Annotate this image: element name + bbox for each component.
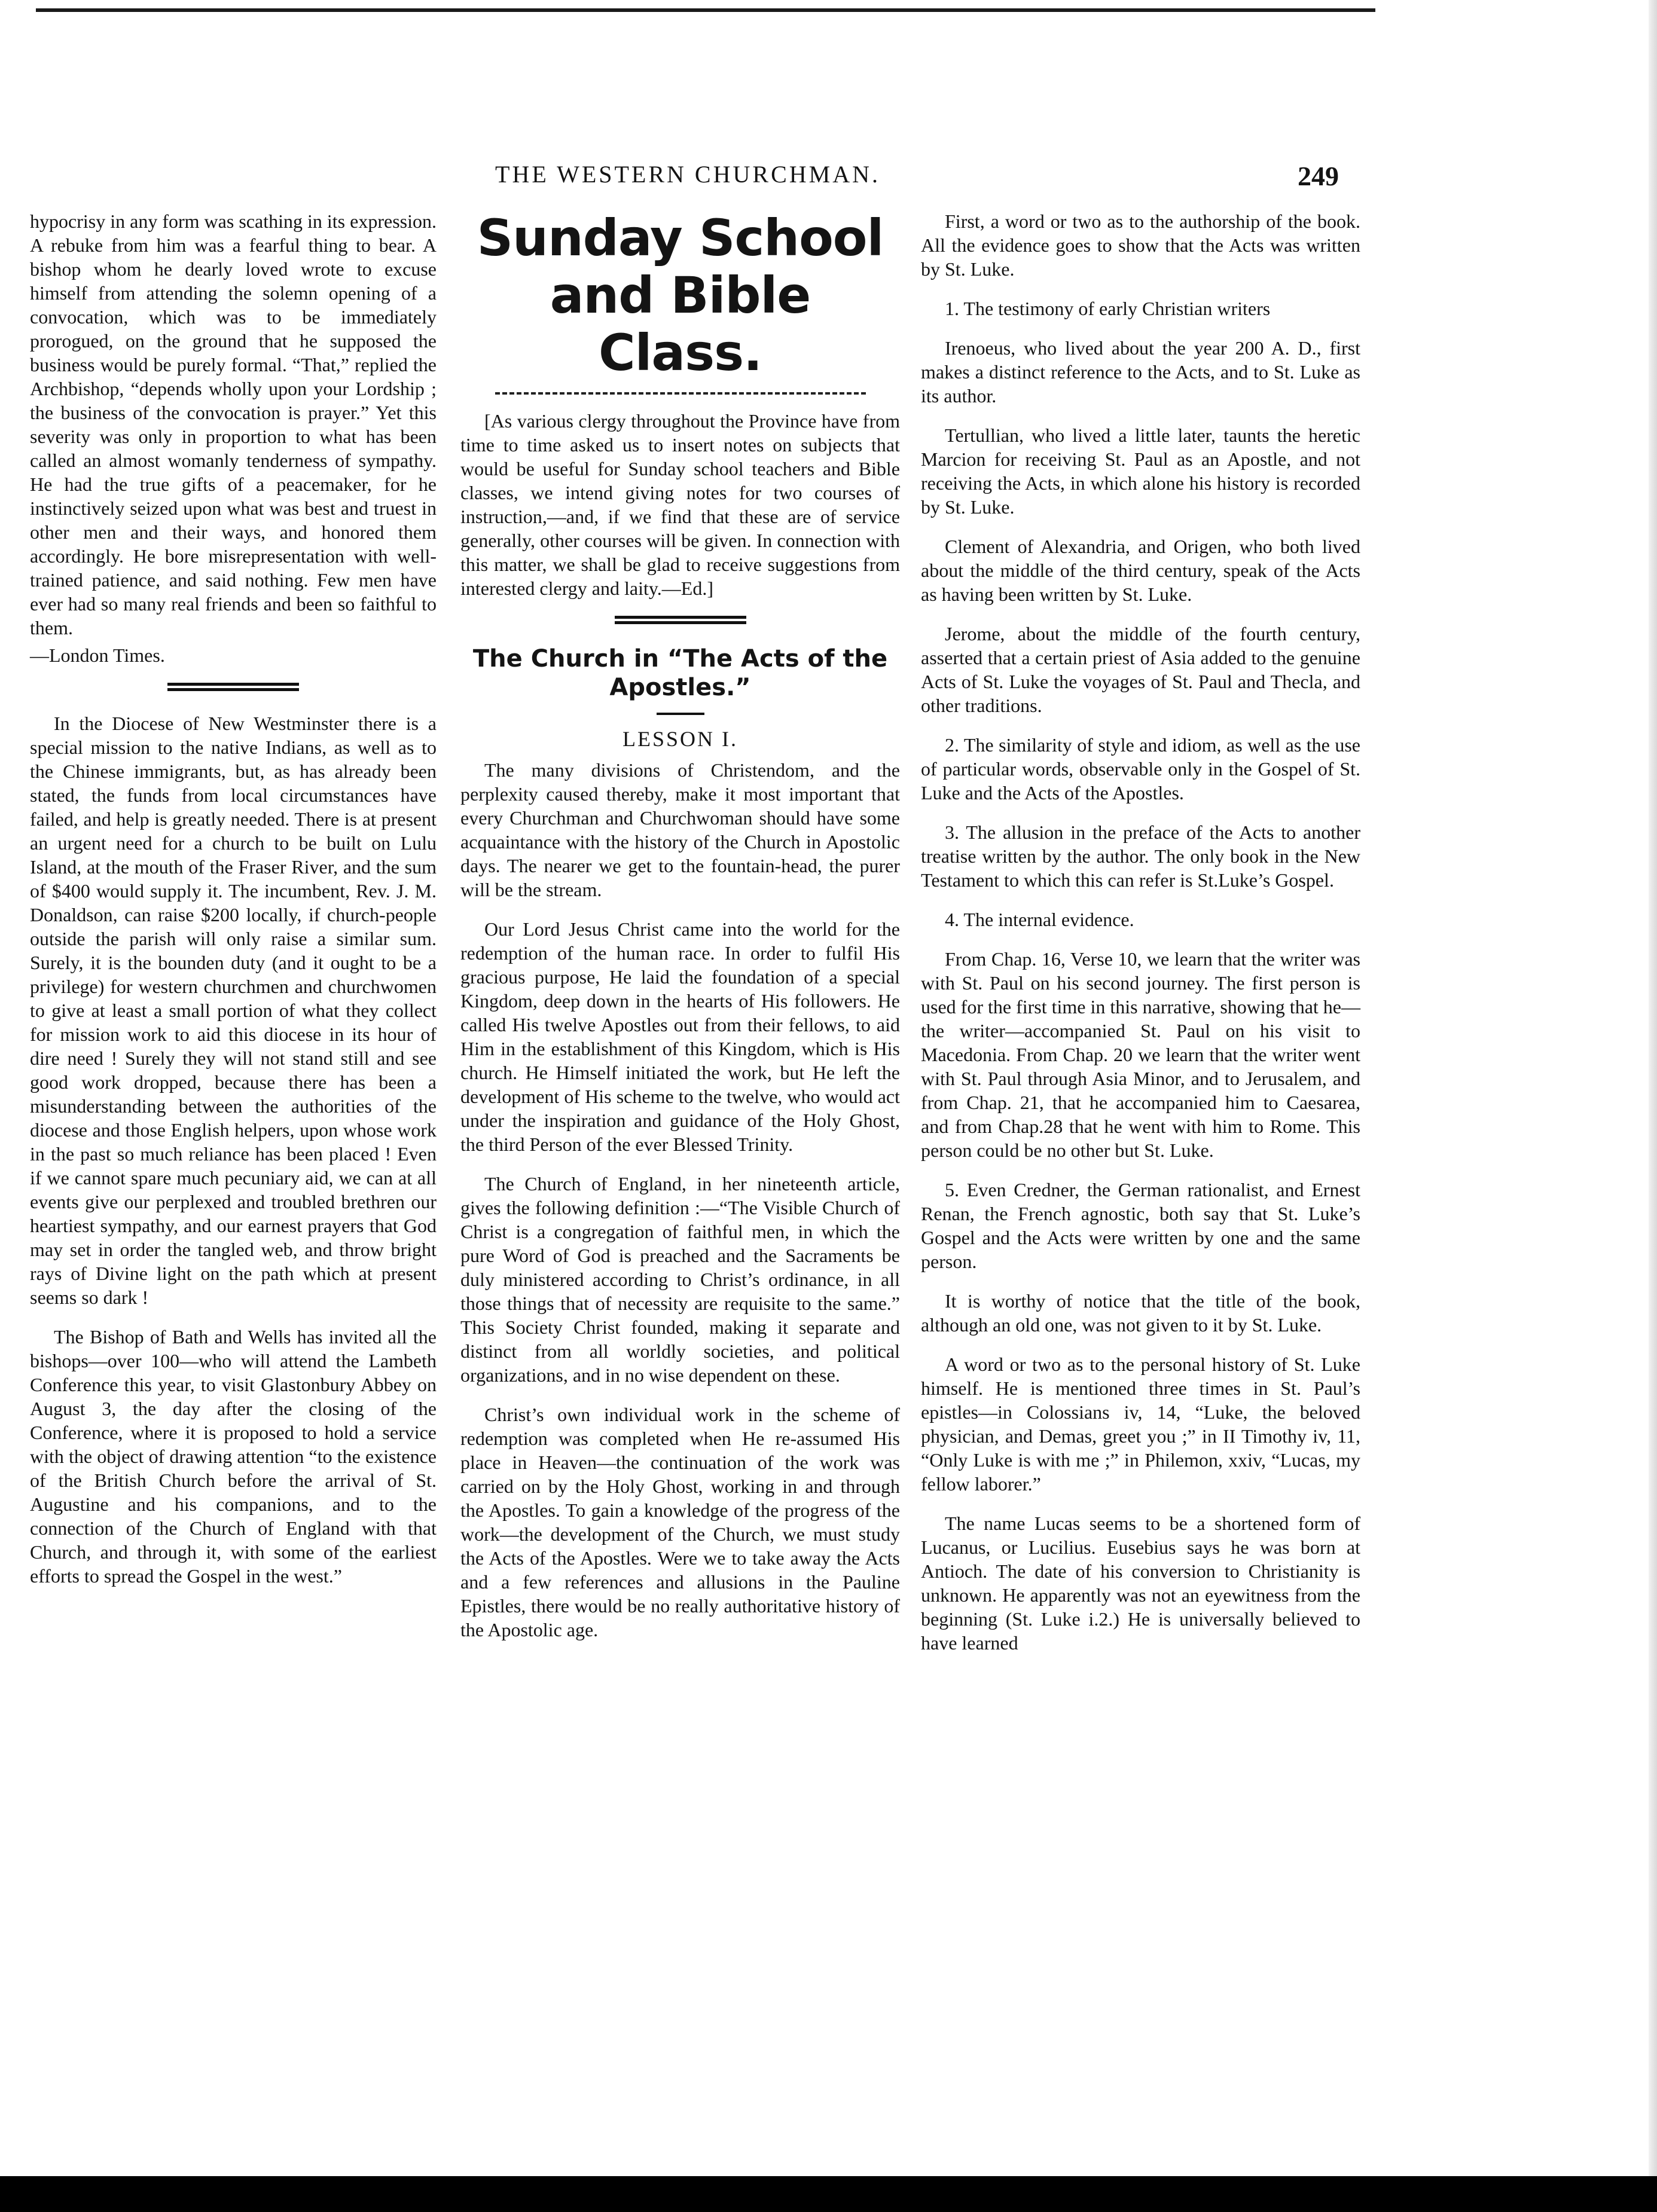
title-divider — [495, 392, 866, 395]
paragraph: The many divisions of Christendom, and the perplexity caused thereby, make it most important that every Churchman and Churchwoman should have some acquaintance with the history of the Church in Apostolic days. The nearer we get to the fountain-head, the purer will be the stream. — [460, 759, 900, 900]
paragraph: First, a word or two as to the authorship of the book. All the evidence goes to show that the Acts was written by St. Luke. — [921, 210, 1360, 280]
section-divider — [167, 683, 299, 691]
section-title: Sunday School and Bible Class. — [477, 209, 884, 382]
section-divider — [615, 616, 746, 624]
scan-edge-top — [36, 8, 1375, 12]
paragraph: Irenoeus, who lived about the year 200 A. D., first makes a distinct reference to the Acts, and to St. Luke as its author. — [921, 337, 1360, 407]
paragraph: A word or two as to the personal history of St. Luke himself. He is mentioned three times in St. Paul’s epistles—in Colossians iv, 14, “Luke, the beloved physician, and Demas, greet you ;” in II Timothy iv, 11, “Only Luke is with me ;” in Philemon, xxiv, “Lucas, my fellow laborer.” — [921, 1354, 1360, 1495]
paragraph: Jerome, about the middle of the fourth century, asserted that a certain priest of Asia added to the genuine Acts of St. Luke the voyages of St. Paul and Thecla, and other traditions. — [921, 623, 1360, 716]
running-title: THE WESTERN CHURCHMAN. — [495, 161, 880, 188]
paragraph: The Bishop of Bath and Wells has invited all the bishops—over 100—who will attend the Lambeth Conference this year, to visit Glastonbury Abbey on August 3, the day after the closing of the Conference, where it is proposed to hold a service with the object of drawing attention “to the existence of the British Church before the arrival of St. Augustine and his companions, and to the connection of the Church of England with that Church, and through it, with some of the earliest efforts to spread the Gospel in the west.” — [30, 1326, 437, 1587]
paragraph: In the Diocese of New Westminster there is a special mission to the native Indians, as well as to the Chinese immigrants, but, as has already been stated, the funds from local circumstances have failed, and help is greatly needed. There is at present an urgent need for a church to be built on Lulu Island, at the mouth of the Fraser River, and the sum of $400 would supply it. The incumbent, Rev. J. M. Donaldson, can raise $200 locally, if church-people outside the parish will only raise a similar sum. Surely, it is the bounden duty (and it ought to be a privilege) for western churchmen and churchwomen to give at least a small portion of what they collect for mission work to aid this diocese in its hour of dire need ! Surely they will not stand still and see good work dropped, because there has been a misunderstanding between the authorities of the diocese and those English helpers, upon whose work in the past so much reliance has been placed ! Even if we cannot spare much pecuniary aid, we can at all events give our perplexed and troubled brethren our heartiest sympathy, and our earnest prayers that God may set in order the tangled web, and throw bright rays of Divine light on the path which at present seems so dark ! — [30, 713, 437, 1308]
short-divider — [657, 713, 704, 715]
paragraph: 5. Even Credner, the German rationalist, and Ernest Renan, the French agnostic, both say that St. Luke’s Gospel and the Acts were written by one and the same person. — [921, 1179, 1360, 1272]
column-right — [921, 209, 1360, 1670]
article-title: The Church in “The Acts of the Apostles.” — [472, 645, 888, 701]
page-number: 249 — [1298, 161, 1339, 191]
paragraph: Christ’s own individual work in the scheme of redemption was completed when He re-assumed His place in Heaven—the continuation of the work was carried on by the Holy Ghost, working in and through the Apostles. To gain a knowledge of the progress of the work—the development of the Church, we must study the Acts of the Apostles. Were we to take away the Acts and a few references and allusions in the Pauline Epistles, there would be no really authoritative history of the Apostolic age. — [460, 1404, 900, 1640]
paragraph: It is worthy of notice that the title of the book, although an old one, was not given to it by St. Luke. — [921, 1290, 1360, 1336]
paragraph: 3. The allusion in the preface of the Acts to another treatise written by the author. The only book in the New Testament to which this can refer is St.Luke’s Gospel. — [921, 821, 1360, 891]
lesson-heading: LESSON I. — [622, 727, 738, 751]
paragraph: Tertullian, who lived a little later, taunts the heretic Marcion for receiving St. Paul as an Apostle, and not receiving the Acts, in which alone his history is recorded by St. Luke. — [921, 424, 1360, 518]
attribution: —London Times. — [30, 644, 165, 666]
paragraph: From Chap. 16, Verse 10, we learn that the writer was with St. Paul on his second journey. The first person is used for the first time in this narrative, showing that he—the writer—accompanied St. Paul on his visit to Macedonia. From Chap. 20 we learn that the writer went with St. Paul through Asia Minor, and to Jerusalem, and from Chap. 21, that he accompanied him to Caesarea, and from Chap.28 that he went with him to Rome. This person could be no other but St. Luke. — [921, 948, 1360, 1161]
scan-edge-bottom — [0, 2176, 1657, 2212]
editor-note: [As various clergy throughout the Province have from time to time asked us to insert notes on subjects that would be useful for Sunday school teachers and Bible classes, we intend giving notes for two courses of instruction,—and, if we find that these are of service generally, other courses will be given. In connection with this matter, we shall be glad to receive suggestions from interested clergy and laity.—Ed.] — [460, 410, 900, 599]
column-left — [30, 209, 437, 1603]
paragraph: 4. The internal evidence. — [945, 909, 1134, 930]
paragraph: hypocrisy in any form was scathing in its expression. A rebuke from him was a fearful thing to bear. A bishop whom he dearly loved wrote to excuse himself from attending the solemn opening of a convocation, which was to be immediately prorogued, on the ground that he supposed the business would be purely formal. “That,” replied the Archbishop, “depends wholly upon your Lordship ; the business of the convocation is prayer.” Yet this severity was only in proportion to what has been called an almost womanly tenderness of sympathy. He had the true gifts of a peacemaker, for he instinctively seized upon what was best and truest in other men and their ways, and honored them accordingly. He bore misrepresentation with well-trained patience, and said nothing. Few men have ever had so many real friends and been so faithful to them. — [30, 210, 437, 638]
paragraph: Our Lord Jesus Christ came into the world for the redemption of the human race. In order to fulfil His gracious purpose, He laid the foundation of a special Kingdom, deep down in the hearts of His followers. He called His twelve Apostles out from their fellows, to aid Him in the establishment of this Kingdom, which is His church. He Himself initiated the work, but He left the development of His scheme to the twelve, who would act under the inspiration and guidance of the Holy Ghost, the third Person of the ever Blessed Trinity. — [460, 918, 900, 1155]
paragraph: Clement of Alexandria, and Origen, who both lived about the middle of the third century, speak of the Acts as having been written by St. Luke. — [921, 536, 1360, 605]
paragraph: The Church of England, in her nineteenth article, gives the following definition :—“The Visible Church of Christ is a congregation of faithful men, in which the pure Word of God is preached and the Sacraments be duly ministered according to Christ’s ordinance, in all those things that of necessity are requisite to the same.” This Society Christ founded, making it separate and distinct from all worldly societies, and political organizations, and in no wise dependent on these. — [460, 1173, 900, 1386]
page-header — [0, 160, 1375, 196]
paragraph: 1. The testimony of early Christian writers — [945, 298, 1271, 319]
column-middle — [460, 209, 900, 1657]
paragraph: The name Lucas seems to be a shortened form of Lucanus, or Lucilius. Eusebius says he was born at Antioch. The date of his conversion to Christianity is unknown. He apparently was not an eyewitness from the beginning (St. Luke i.2.) He is universally believed to have learned — [921, 1513, 1360, 1654]
scan-edge-right — [1649, 0, 1657, 2212]
paragraph: 2. The similarity of style and idiom, as well as the use of particular words, observable only in the Gospel of St. Luke and the Acts of the Apostles. — [921, 734, 1360, 803]
